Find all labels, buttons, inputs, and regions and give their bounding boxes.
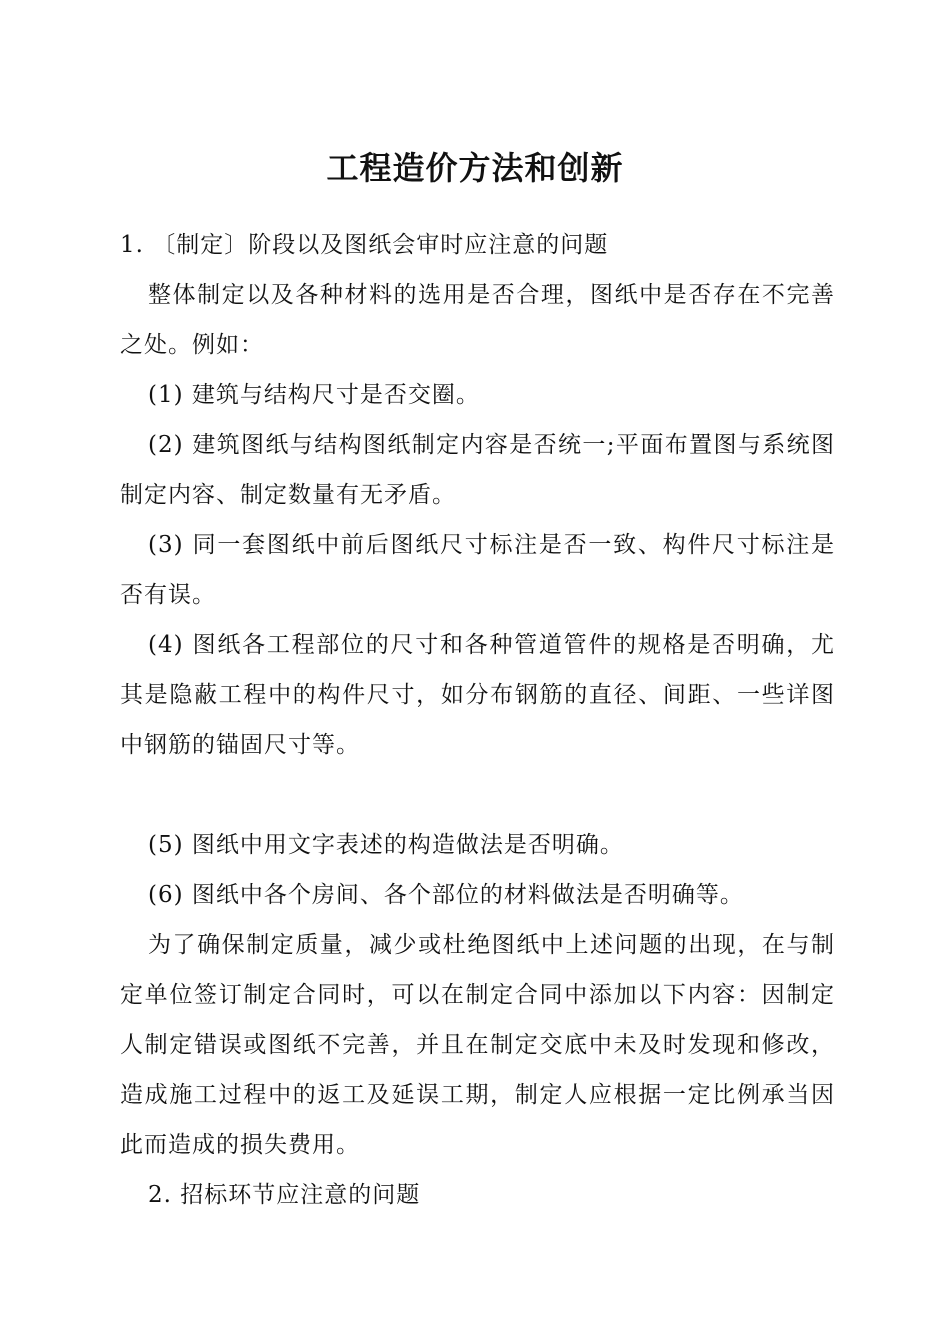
list-item-1: (1) 建筑与结构尺寸是否交圈。 [148, 382, 480, 408]
section-heading-1: 1. 〔制定〕阶段以及图纸会审时应注意的问题 [120, 232, 609, 258]
document-title: 工程造价方法和创新 [326, 149, 624, 187]
list-item-6: (6) 图纸中各个房间、各个部位的材料做法是否明确等。 [148, 882, 744, 908]
list-item-4: (4) 图纸各工程部位的尺寸和各种管道管件的规格是否明确，尤其是隐蔽工程中的构件尺寸，如分布钢筋的直径、间距、一些详图中钢筋的锚固尺寸等。 [120, 632, 835, 758]
paragraph-spacer [120, 770, 835, 820]
list-item-3: (3) 同一套图纸中前后图纸尺寸标注是否一致、构件尺寸标注是否有误。 [120, 532, 835, 608]
paragraph-intro: 整体制定以及各种材料的选用是否合理，图纸中是否存在不完善之处。例如： [120, 282, 835, 358]
section-heading-2: 2. 招标环节应注意的问题 [148, 1182, 421, 1208]
list-item-2: (2) 建筑图纸与结构图纸制定内容是否统一;平面布置图与系统图制定内容、制定数量有无矛盾。 [120, 432, 835, 508]
paragraph-recommendation: 为了确保制定质量，减少或杜绝图纸中上述问题的出现，在与制定单位签订制定合同时，可以在制定合同中添加以下内容：因制定人制定错误或图纸不完善，并且在制定交底中未及时发现和修改，造成施工过程中的返工及延误工期，制定人应根据一定比例承当因此而造成的损失费用。 [120, 932, 835, 1158]
list-item-5: (5) 图纸中用文字表述的构造做法是否明确。 [148, 832, 624, 858]
document-body [120, 220, 835, 1220]
